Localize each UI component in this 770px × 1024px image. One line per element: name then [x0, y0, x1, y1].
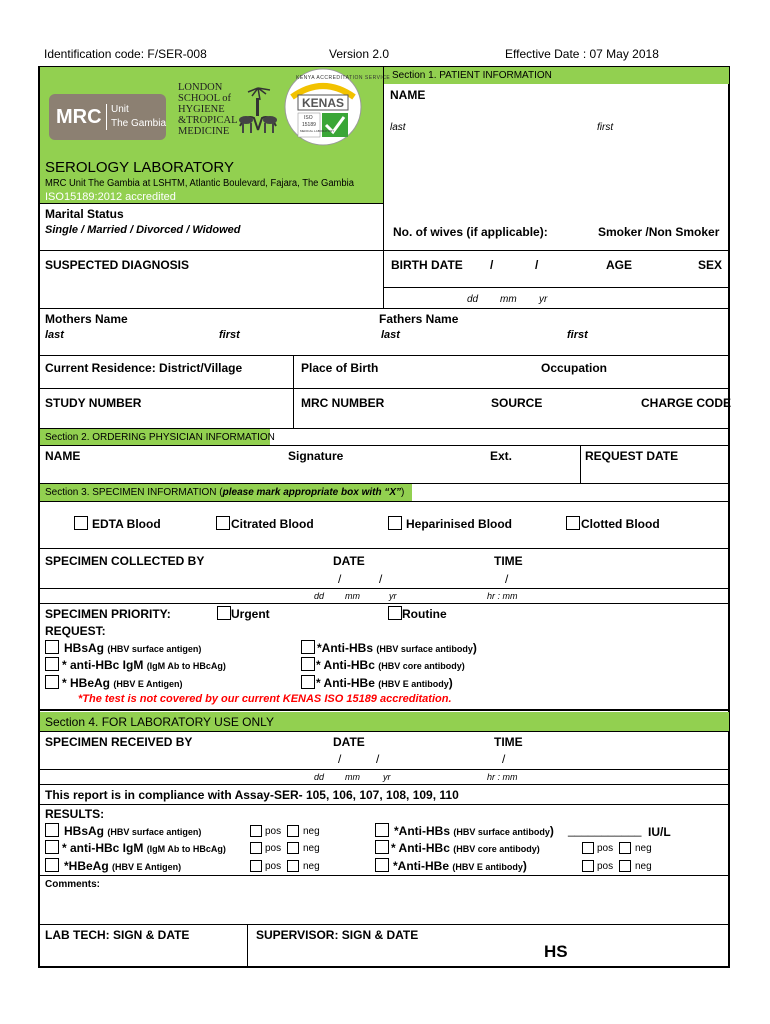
received-date-slash-1: / — [338, 752, 342, 766]
req-antihbc-checkbox[interactable] — [301, 657, 315, 671]
divider — [40, 731, 729, 732]
divider — [40, 924, 729, 925]
occupation-label: Occupation — [541, 361, 608, 375]
mrc-logo-gambia: The Gambia — [111, 118, 167, 129]
request-date-label: REQUEST DATE — [585, 449, 679, 463]
results-label: RESULTS: — [45, 807, 105, 821]
res-antihbc-igm-pos-checkbox[interactable] — [250, 842, 262, 854]
req-antihbs-sub: (HBV surface antibody — [376, 644, 473, 654]
res-hbeag-neg-label: neg — [303, 861, 320, 872]
section1-title: Section 1. PATIENT INFORMATION — [392, 70, 552, 81]
clotted-checkbox[interactable] — [566, 516, 580, 530]
lshtm-line-3: HYGIENE — [178, 104, 225, 115]
charge-code-label: CHARGE CODE — [641, 396, 732, 410]
lab-tech-sign-label: LAB TECH: SIGN & DATE — [45, 928, 190, 942]
res-antihbe-pos-label: pos — [597, 861, 614, 872]
req-hbeag-checkbox[interactable] — [45, 675, 59, 689]
birth-date-slash-2: / — [535, 258, 539, 272]
place-of-birth-label: Place of Birth — [301, 361, 379, 375]
section3-title-instruction: please mark appropriate box with “X” — [222, 487, 402, 498]
res-hbeag-text: *HBeAg — [64, 859, 109, 873]
age-label: AGE — [606, 258, 633, 272]
kenas-text: KENAS — [302, 96, 345, 110]
req-antihbc-igm-text: * anti-HBc IgM — [62, 658, 144, 672]
marital-options[interactable]: Single / Married / Divorced / Widowed — [45, 224, 241, 236]
kenas-iso-text: ISO — [304, 115, 313, 121]
lshtm-logo — [178, 82, 278, 140]
section2-title: Section 2. ORDERING PHYSICIAN INFORMATION — [45, 432, 275, 443]
req-hbsag-sub: (HBV surface antigen) — [107, 644, 202, 654]
req-antihbs-text: *Anti-HBs — [317, 641, 373, 655]
collected-date-slash-1: / — [338, 572, 342, 586]
lshtm-line-5: MEDICINE — [178, 126, 230, 137]
lshtm-emblem-icon — [236, 84, 280, 138]
effective-date: Effective Date : 07 May 2018 — [505, 47, 659, 61]
section4-title: Section 4. FOR LABORATORY USE ONLY — [45, 715, 274, 729]
res-antihbc-sub: (HBV core antibody) — [453, 844, 540, 854]
mother-first-label: first — [219, 329, 240, 341]
res-antihbs-sub: (HBV surface antibody — [453, 827, 550, 837]
res-antihbe-neg-label: neg — [635, 861, 652, 872]
supervisor-sign-label: SUPERVISOR: SIGN & DATE — [256, 928, 419, 942]
res-antihbe-paren: ) — [522, 859, 527, 873]
res-hbsag-neg-checkbox[interactable] — [287, 825, 299, 837]
res-hbeag-pos-label: pos — [265, 861, 282, 872]
citrated-checkbox[interactable] — [216, 516, 230, 530]
urgent-checkbox[interactable] — [217, 606, 231, 620]
lshtm-line-4: &TROPICAL — [178, 115, 238, 126]
identification-code: Identification code: F/SER-008 — [44, 47, 207, 61]
routine-label: Routine — [402, 607, 447, 621]
res-antihbc-igm-label — [62, 841, 226, 855]
signature-label: Signature — [288, 449, 344, 463]
birth-mm-hint: mm — [500, 294, 517, 305]
res-hbsag-sub: (HBV surface antigen) — [107, 827, 202, 837]
res-antihbe-text: *Anti-HBe — [393, 859, 449, 873]
suspected-diagnosis-label: SUSPECTED DIAGNOSIS — [45, 258, 190, 272]
req-antihbc-sub: (HBV core antibody) — [378, 661, 465, 671]
res-antihbc-igm-checkbox[interactable] — [45, 840, 59, 854]
collected-date-slash-2: / — [379, 572, 383, 586]
res-hbeag-checkbox[interactable] — [45, 858, 59, 872]
mrc-logo — [49, 94, 166, 140]
version: Version 2.0 — [329, 47, 390, 61]
req-antihbs-label — [317, 641, 477, 655]
req-antihbc-igm-sub: (IgM Ab to HBcAg) — [146, 661, 226, 671]
res-hbeag-sub: (HBV E Antigen) — [112, 862, 182, 872]
comments-label: Comments: — [45, 879, 101, 890]
lab-iso: ISO15189:2012 accredited — [45, 191, 176, 203]
req-antihbc-igm-checkbox[interactable] — [45, 657, 59, 671]
res-antihbe-checkbox[interactable] — [375, 858, 389, 872]
req-antihbc-igm-label — [62, 658, 226, 672]
clotted-label: Clotted Blood — [581, 517, 660, 531]
divider — [40, 804, 729, 805]
res-antihbe-pos-checkbox[interactable] — [582, 860, 594, 872]
received-by-label: SPECIMEN RECEIVED BY — [45, 735, 193, 749]
divider — [383, 287, 729, 288]
divider — [40, 769, 729, 770]
collected-by-label: SPECIMEN COLLECTED BY — [45, 554, 205, 568]
divider — [40, 250, 729, 251]
divider — [40, 445, 729, 446]
divider — [40, 308, 729, 309]
smoker-label[interactable]: Smoker /Non Smoker — [598, 225, 720, 239]
res-antihbs-label — [394, 824, 554, 838]
res-hbeag-neg-checkbox[interactable] — [287, 860, 299, 872]
routine-checkbox[interactable] — [388, 606, 402, 620]
collected-dd-hint: dd — [314, 591, 325, 601]
compliance-statement: This report is in compliance with Assay-SER- 105, 106, 107, 108, 109, 110 — [45, 788, 459, 802]
res-antihbe-neg-checkbox[interactable] — [619, 860, 631, 872]
res-antihbc-pos-checkbox[interactable] — [582, 842, 594, 854]
hs-mark: HS — [544, 942, 568, 961]
divider — [40, 388, 729, 389]
res-antihbc-neg-label: neg — [635, 843, 652, 854]
received-time-label: TIME — [494, 735, 523, 749]
heparinised-label: Heparinised Blood — [406, 517, 513, 531]
res-antihbc-checkbox[interactable] — [375, 840, 389, 854]
divider — [247, 924, 248, 967]
res-hbsag-label — [64, 824, 201, 838]
divider — [40, 875, 729, 876]
divider — [40, 355, 729, 356]
received-mm-hint: mm — [345, 772, 360, 782]
lshtm-line-2: SCHOOL of — [178, 93, 231, 104]
divider — [383, 67, 384, 308]
divider — [40, 784, 729, 785]
received-yr-hint: yr — [383, 772, 391, 782]
divider — [40, 548, 729, 549]
res-antihbc-igm-text: * anti-HBc IgM — [62, 841, 144, 855]
source-label: SOURCE — [491, 396, 543, 410]
received-hrmm-hint: hr : mm — [487, 772, 518, 782]
wives-label: No. of wives (if applicable): — [393, 225, 548, 239]
divider — [40, 709, 729, 711]
mrc-logo-unit: Unit — [111, 104, 129, 115]
res-antihbs-paren: ) — [549, 824, 554, 838]
divider — [40, 203, 383, 204]
req-antihbe-label — [316, 676, 453, 690]
ext-label: Ext. — [490, 449, 513, 463]
req-hbsag-label — [64, 641, 201, 655]
study-number-label: STUDY NUMBER — [45, 396, 142, 410]
received-date-label: DATE — [333, 735, 365, 749]
res-antihbc-pos-label: pos — [597, 843, 614, 854]
res-antihbc-neg-checkbox[interactable] — [619, 842, 631, 854]
res-antihbs-checkbox[interactable] — [375, 823, 389, 837]
res-hbsag-pos-checkbox[interactable] — [250, 825, 262, 837]
request-label: REQUEST: — [45, 624, 106, 638]
birth-date-slash-1: / — [490, 258, 494, 272]
divider — [40, 483, 729, 484]
kenas-ring-text: KENYA ACCREDITATION SERVICE — [296, 75, 391, 81]
res-hbsag-checkbox[interactable] — [45, 823, 59, 837]
mothers-name-label: Mothers Name — [45, 312, 128, 326]
physician-name-label: NAME — [45, 449, 81, 463]
divider — [293, 355, 294, 428]
res-antihbs-text: *Anti-HBs — [394, 824, 450, 838]
edta-label: EDTA Blood — [92, 517, 161, 531]
res-antihbc-igm-sub: (IgM Ab to HBcAg) — [146, 844, 226, 854]
divider — [40, 603, 729, 604]
collected-date-label: DATE — [333, 554, 365, 568]
req-antihbe-sub: (HBV E antibody — [378, 679, 449, 689]
section3-title-a: Section 3. SPECIMEN INFORMATION ( — [45, 487, 223, 498]
birth-date-label: BIRTH DATE — [391, 258, 463, 272]
citrated-label: Citrated Blood — [231, 517, 314, 531]
req-hbeag-sub: (HBV E Antigen) — [113, 679, 183, 689]
mrc-number-label: MRC NUMBER — [301, 396, 385, 410]
req-antihbs-checkbox[interactable] — [301, 640, 315, 654]
res-antihbc-label — [391, 841, 540, 855]
res-hbsag-neg-label: neg — [303, 826, 320, 837]
father-last-label: last — [381, 329, 400, 341]
res-hbeag-label — [64, 859, 181, 873]
received-dd-hint: dd — [314, 772, 325, 782]
fathers-name-label: Fathers Name — [379, 312, 459, 326]
res-antihbc-igm-neg-label: neg — [303, 843, 320, 854]
accreditation-note: *The test is not covered by our current KENAS ISO 15189 accreditation. — [78, 693, 452, 705]
urgent-label: Urgent — [231, 607, 270, 621]
patient-last-label: last — [390, 122, 406, 133]
res-antihbs-unit: IU/L — [648, 825, 671, 839]
heparinised-checkbox[interactable] — [388, 516, 402, 530]
res-hbsag-text: HBsAg — [64, 824, 105, 838]
kenas-num-text: 15189 — [302, 122, 316, 128]
collected-time-slash: / — [505, 572, 509, 586]
collected-mm-hint: mm — [345, 591, 360, 601]
kenas-logo — [282, 67, 391, 147]
req-hbsag-text: HBsAg — [64, 641, 105, 655]
divider — [580, 445, 581, 483]
birth-yr-hint: yr — [539, 294, 548, 305]
mrc-logo-text: MRC — [56, 106, 102, 128]
marital-status-label: Marital Status — [45, 207, 124, 221]
res-antihbe-sub: (HBV E antibody — [452, 862, 523, 872]
divider — [40, 501, 729, 502]
collected-yr-hint: yr — [389, 591, 397, 601]
patient-name-label: NAME — [390, 88, 426, 102]
res-hbeag-pos-checkbox[interactable] — [250, 860, 262, 872]
mother-last-label: last — [45, 329, 64, 341]
res-antihbc-igm-neg-checkbox[interactable] — [287, 842, 299, 854]
req-antihbs-paren: ) — [472, 641, 477, 655]
res-hbsag-pos-label: pos — [265, 826, 282, 837]
collected-time-label: TIME — [494, 554, 523, 568]
lab-name: SEROLOGY LABORATORY — [45, 159, 234, 176]
section3-title — [45, 487, 404, 498]
sex-label: SEX — [698, 258, 723, 272]
res-antihbe-label — [393, 859, 527, 873]
req-hbsag-checkbox[interactable] — [45, 640, 59, 654]
req-antihbe-checkbox[interactable] — [301, 675, 315, 689]
received-time-slash: / — [502, 752, 506, 766]
residence-label: Current Residence: District/Village — [45, 361, 243, 375]
req-antihbe-paren: ) — [448, 676, 453, 690]
edta-checkbox[interactable] — [74, 516, 88, 530]
priority-label: SPECIMEN PRIORITY: — [45, 607, 171, 621]
kenas-sub-text: MEDICAL LABORATORY — [300, 129, 335, 133]
mrc-logo-divider — [106, 104, 107, 130]
req-antihbc-label — [316, 658, 465, 672]
divider — [40, 588, 729, 589]
section3-title-c: ) — [401, 487, 405, 498]
req-antihbc-text: * Anti-HBc — [316, 658, 375, 672]
lab-address: MRC Unit The Gambia at LSHTM, Atlantic Boulevard, Fajara, The Gambia — [45, 178, 354, 189]
patient-first-label: first — [597, 122, 614, 133]
req-hbeag-text: * HBeAg — [62, 676, 111, 690]
collected-hrmm-hint: hr : mm — [487, 591, 518, 601]
birth-dd-hint: dd — [467, 294, 479, 305]
req-hbeag-label — [62, 676, 183, 690]
lshtm-line-1: LONDON — [178, 82, 223, 93]
received-date-slash-2: / — [376, 752, 380, 766]
req-antihbe-text: * Anti-HBe — [316, 676, 375, 690]
res-antihbs-value-blank[interactable]: ___________ — [568, 823, 642, 837]
res-antihbc-igm-pos-label: pos — [265, 843, 282, 854]
divider — [40, 428, 729, 429]
res-antihbc-text: * Anti-HBc — [391, 841, 450, 855]
father-first-label: first — [567, 329, 588, 341]
